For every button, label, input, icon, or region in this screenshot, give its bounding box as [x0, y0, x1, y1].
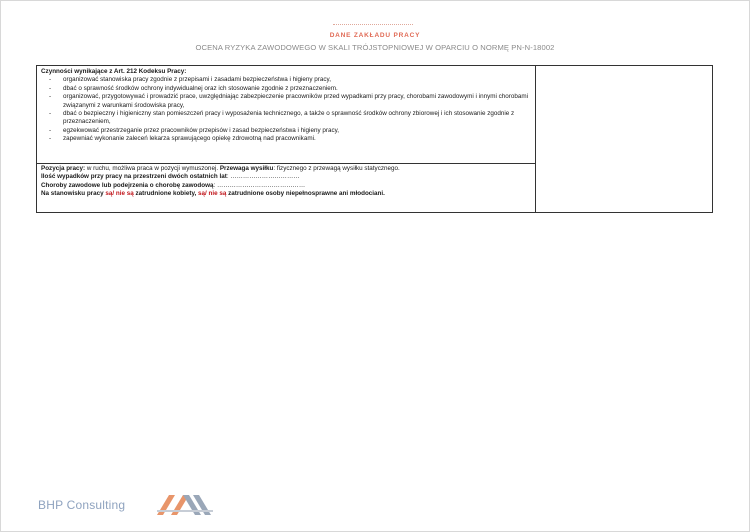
effort-value: : fizycznego z przewagą wysiłku statycznego.: [273, 165, 400, 172]
diseases-value: : ……………………………………: [213, 181, 306, 189]
position-value: w ruchu, możliwa praca w pozycji wymuszonej.: [85, 165, 220, 172]
header-dotted-line: [333, 24, 413, 25]
accidents-value: : ……………………………: [226, 173, 300, 181]
duties-list: [41, 76, 531, 143]
women-mid: zatrudnione kobiety,: [133, 190, 199, 198]
disabled-choice: są/ nie są: [198, 190, 227, 198]
risk-table: [36, 65, 713, 213]
diseases-label: Choroby zawodowe lub podejrzenia o chorobę zawodową: [41, 181, 214, 189]
diseases-line: [41, 182, 531, 190]
duties-section: [41, 68, 531, 144]
women-pre: Na stanowisku pracy: [41, 190, 106, 198]
accidents-line: [41, 173, 531, 181]
duty-item: - zapewniać wykonanie zaleceń lekarza sprawującego opiekę zdrowotną nad pracownikami.: [49, 135, 531, 143]
duty-item: - dbać o sprawność środków ochrony indywidualnej oraz ich stosowanie zgodnie z przeznaczeniem.: [49, 85, 531, 93]
table-right-cell[interactable]: [536, 66, 712, 212]
document-subtitle: OCENA RYZYKA ZAWODOWEGO W SKALI TRÓJSTOPNIOWEJ W OPARCIU O NORMĘ PN-N-18002: [195, 43, 555, 52]
duty-item: - organizować stanowiska pracy zgodnie z przepisami i zasadami bezpieczeństwa i higieny pracy,: [49, 76, 531, 84]
duty-item: - organizować, przygotowywać i prowadzić prace, uwzględniając zabezpieczenie pracowników przed wypadkami przy pracy, chorobami zawodowymi i innymi chorobami związanymi z warunkami środowiska pracy,: [49, 93, 531, 110]
table-left-cell[interactable]: [37, 66, 536, 212]
logo-text: BHP Consulting: [38, 498, 126, 512]
row-separator: [37, 163, 536, 164]
accidents-label: Ilość wypadków przy pracy na przestrzeni dwóch ostatnich lat: [41, 173, 227, 181]
bhp-consulting-logo-icon: [157, 493, 215, 517]
position-line: [41, 165, 531, 173]
effort-label: Przewaga wysiłku: [219, 165, 274, 172]
position-label: Pozycja pracy:: [41, 165, 86, 172]
employment-line: [41, 190, 531, 198]
women-choice: są/ nie są: [105, 190, 134, 198]
work-details-section: [41, 165, 531, 199]
company-data-title: DANE ZAKŁADU PRACY: [329, 32, 421, 39]
duties-heading: Czynności wynikające z Art. 212 Kodeksu Pracy:: [41, 68, 187, 75]
duty-item: - dbać o bezpieczny i higieniczny stan pomieszczeń pracy i wyposażenia technicznego, a także o sprawność środków ochrony zbiorowej i ich stosowanie zgodnie z przeznaczeniem,: [49, 110, 531, 127]
bhp-consulting-logo: [38, 493, 218, 517]
disabled-post: zatrudnione osoby niepełnosprawne ani młodociani.: [226, 190, 385, 198]
duty-item: - egzekwować przestrzeganie przez pracowników przepisów i zasad bezpieczeństwa i higieny pracy,: [49, 127, 531, 135]
